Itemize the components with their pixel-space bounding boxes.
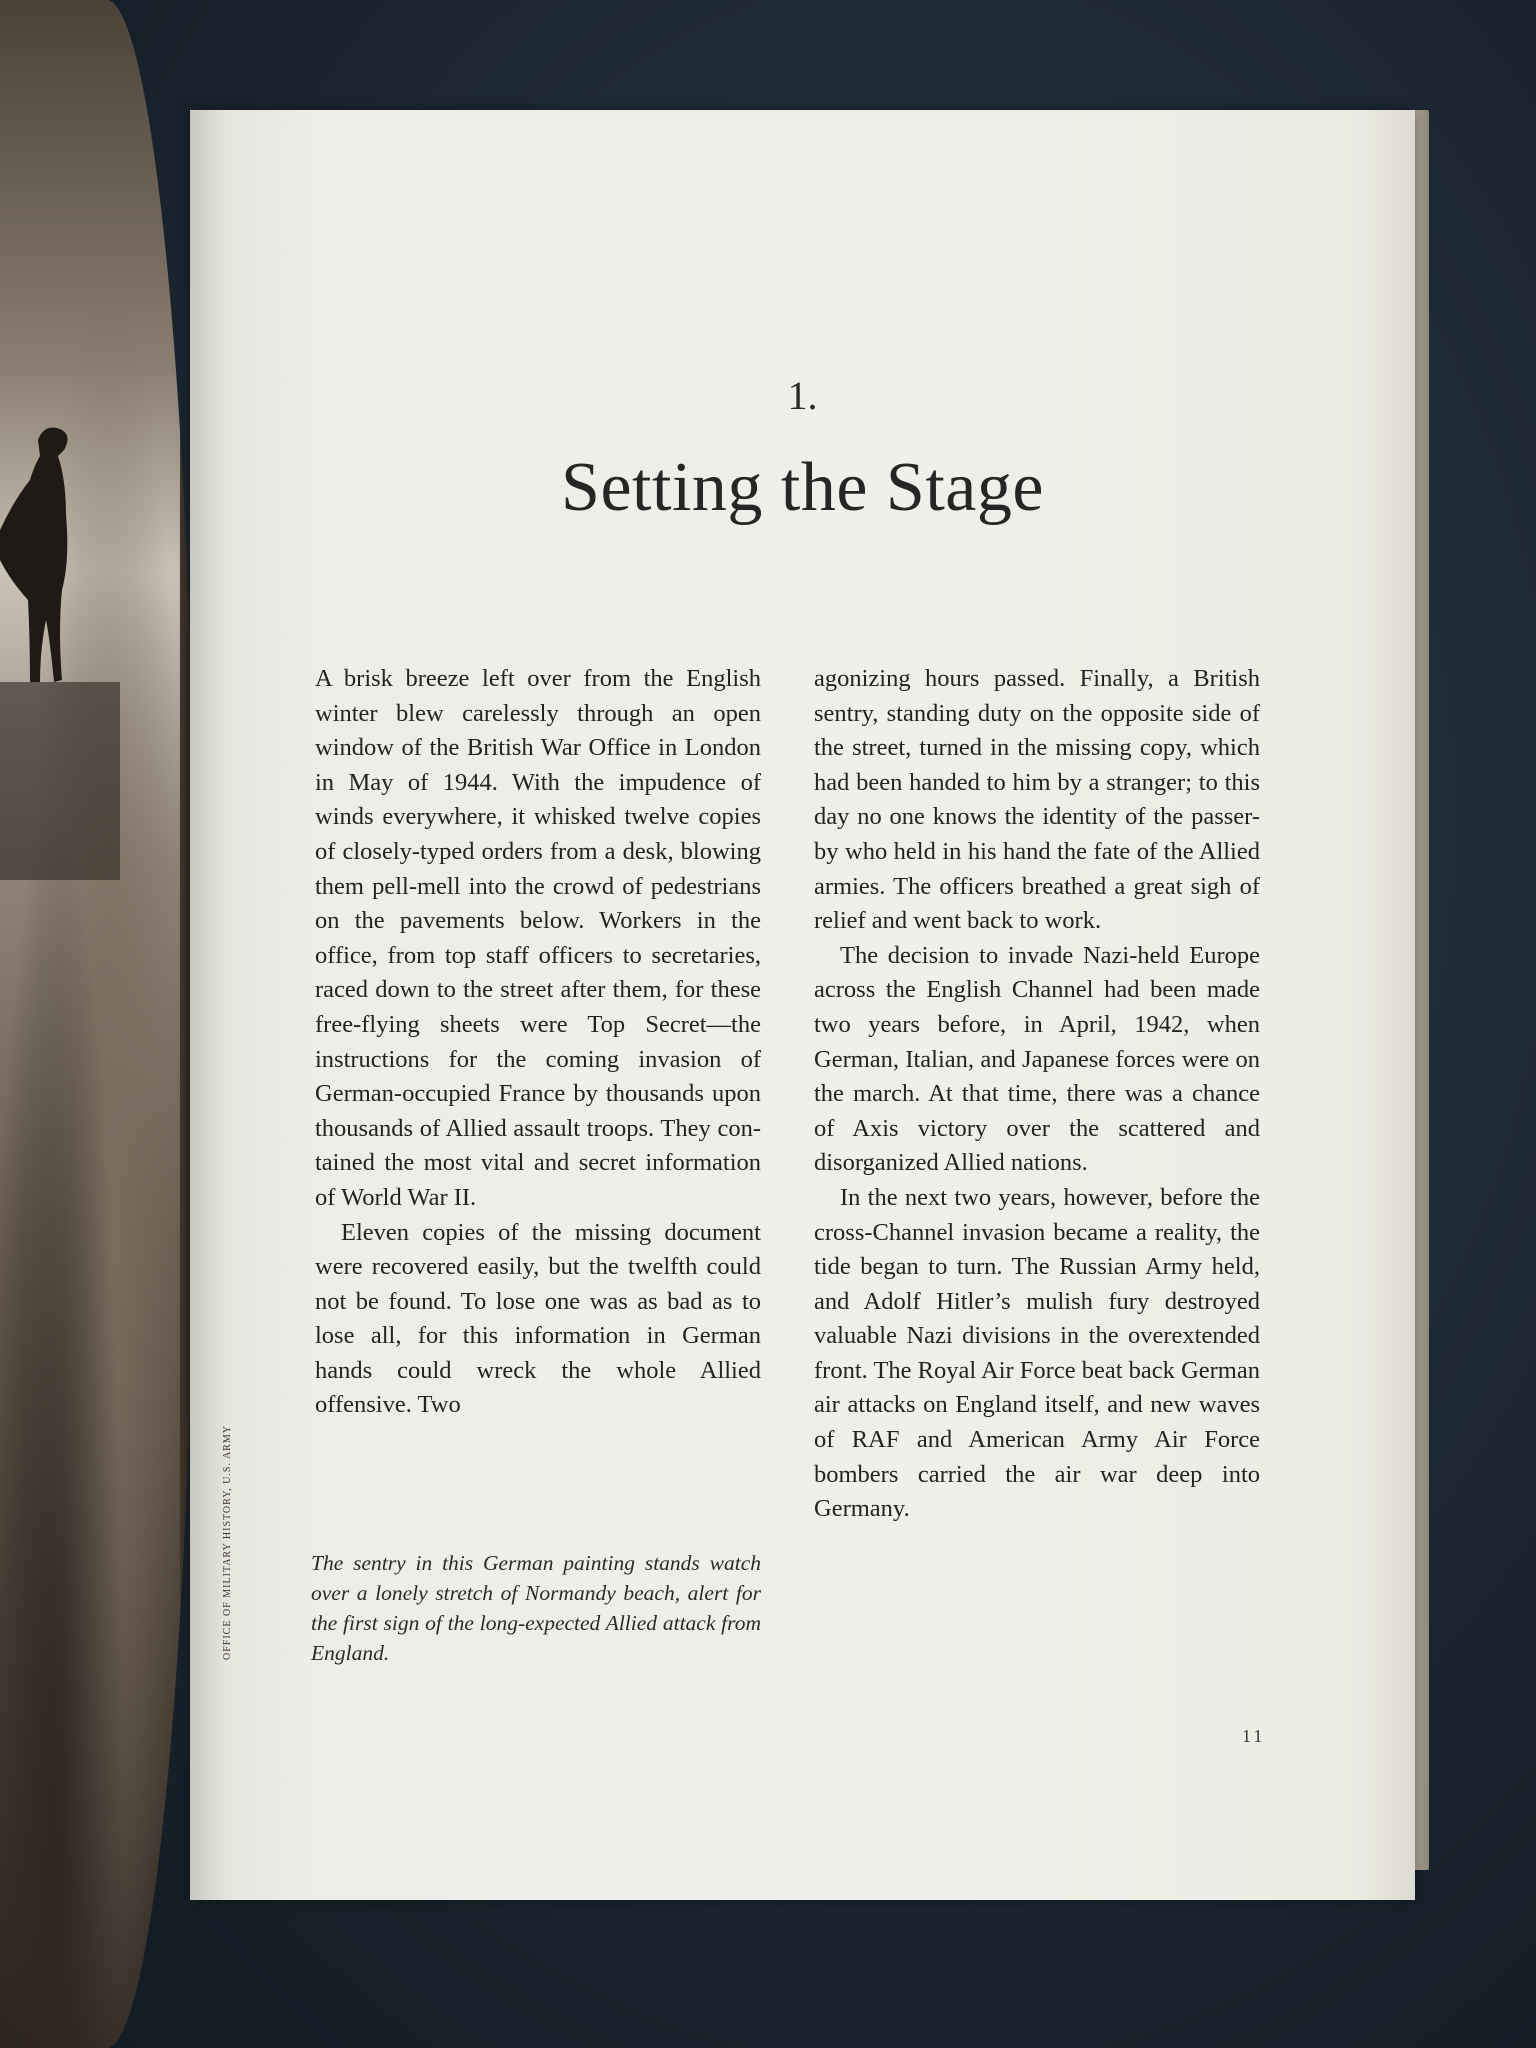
paragraph: Eleven copies of the missing document were recovered easily, but the twelfth could not be found. To lose one was as bad as to lose all, for this information in German hands could wreck the whole Allied offensive. Two: [315, 1218, 761, 1419]
sentry-silhouette: [0, 420, 120, 880]
text-column-right: [814, 662, 1260, 1527]
paragraph: The decision to invade Nazi-held Europe across the English Channel had been made two years before, in April, 1942, when German, Italian, and Japanese forces were on the march. At that time, there was a chance of Axis victory over the scattered and disorganized Allied nations.: [814, 941, 1260, 1177]
figure-caption: The sentry in this German painting stands watch over a lonely stretch of Normandy beach, alert for the first sign of the long-expected Allied attack from England.: [311, 1551, 761, 1665]
sentry-painting: [0, 0, 180, 2048]
paragraph: agonizing hours passed. Finally, a British sentry, standing duty on the opposite side of the street, turned in the missing copy, which had been handed to him by a stranger; to this day no one knows the identity of the passer-by who held in his hand the fate of the Allied armies. The officers breathed a great sigh of relief and went back to work.: [814, 665, 1260, 935]
paragraph: A brisk breeze left over from the English winter blew carelessly through an open window of the British War Office in London in May of 1944. With the impudence of winds everywhere, it whisked twelve copies of closely-typed orders from a desk, blowing them pell-mell into the crowd of pedestrians on the pavements below. Workers in the office, from top staff officers to secretaries, raced down to the street after them, for these free-flying sheets were Top Secret—the instructions for the coming invasion of German-occupied France by thousands upon thousands of Allied assault troops. They contained the most vital and secret information of World War II.: [315, 665, 761, 1211]
paragraph: In the next two years, however, before the cross-Channel invasion became a reality, the tide began to turn. The Russian Army held, and Adolf Hitler’s mulish fury destroyed valuable Nazi divisions in the overextended front. The Royal Air Force beat back German air attacks on England itself, and new waves of RAF and American Army Air Force bombers carried the air war deep into Germany.: [814, 1183, 1260, 1523]
book-page: [190, 110, 1415, 1900]
text-column-left: [315, 662, 761, 1423]
photo-credit-text: OFFICE OF MILITARY HISTORY, U.S. ARMY: [222, 1425, 233, 1660]
chapter-number: 1.: [787, 373, 818, 418]
facing-page-painting: [0, 0, 196, 2048]
page-number: 11: [1242, 1726, 1266, 1746]
chapter-title: Setting the Stage: [561, 449, 1044, 526]
